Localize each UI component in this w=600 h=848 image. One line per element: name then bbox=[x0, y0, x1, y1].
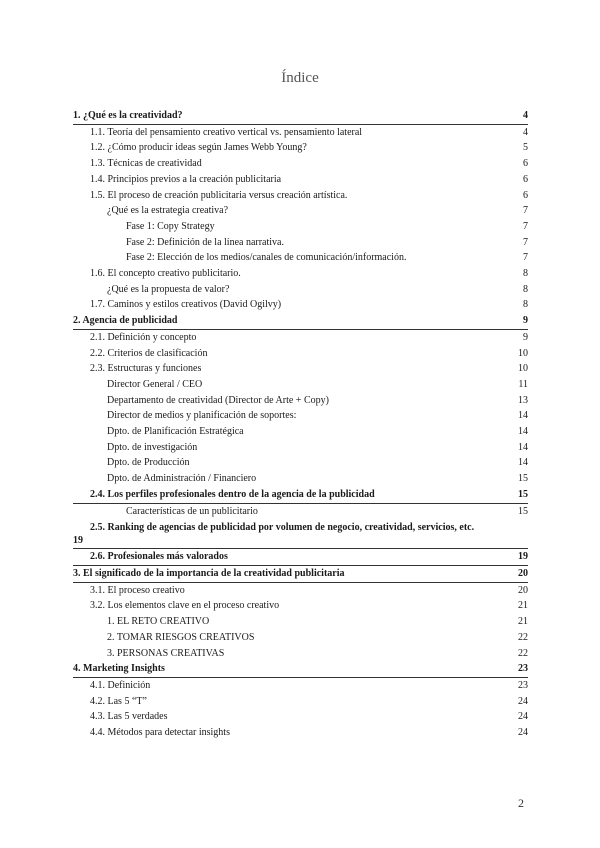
toc-entry-page: 20 bbox=[518, 584, 528, 596]
toc-entry-page: 19 bbox=[518, 551, 528, 563]
toc-entry[interactable] bbox=[73, 614, 528, 630]
toc-entry[interactable] bbox=[73, 598, 528, 614]
toc-entry-page: 15 bbox=[518, 505, 528, 517]
toc-entry-text: Características de un publicitario bbox=[126, 505, 258, 517]
toc-entry-text: 2.6. Profesionales más valorados bbox=[90, 551, 228, 563]
toc-entry[interactable] bbox=[73, 266, 528, 282]
toc-entry-page: 22 bbox=[518, 647, 528, 659]
toc-entry[interactable] bbox=[73, 694, 528, 710]
toc-entry[interactable] bbox=[73, 487, 528, 504]
toc-entry-text: 4.3. Las 5 verdades bbox=[90, 711, 168, 723]
toc-entry-text: 3. PERSONAS CREATIVAS bbox=[107, 647, 225, 659]
toc-entry-page: 6 bbox=[523, 158, 528, 170]
toc-entry-page: 24 bbox=[518, 727, 528, 739]
toc-entry[interactable] bbox=[73, 172, 528, 188]
toc-entry[interactable] bbox=[73, 156, 528, 172]
toc-entry-text: Dpto. de Producción bbox=[107, 457, 190, 469]
toc-entry-text: 1.3. Técnicas de creatividad bbox=[90, 158, 202, 170]
toc-entry[interactable] bbox=[73, 108, 528, 125]
table-of-contents bbox=[73, 108, 528, 741]
toc-entry-text: 4. Marketing Insights bbox=[73, 663, 165, 675]
toc-entry[interactable] bbox=[73, 140, 528, 156]
toc-entry[interactable] bbox=[73, 424, 528, 440]
toc-entry[interactable] bbox=[73, 440, 528, 456]
toc-entry[interactable] bbox=[73, 471, 528, 487]
toc-entry[interactable] bbox=[73, 346, 528, 362]
toc-entry[interactable] bbox=[73, 203, 528, 219]
toc-entry-page: 4 bbox=[523, 126, 528, 138]
toc-entry-page: 21 bbox=[518, 616, 528, 628]
toc-entry-text: 3.1. El proceso creativo bbox=[90, 584, 185, 596]
toc-entry[interactable] bbox=[73, 125, 528, 141]
toc-entry[interactable] bbox=[73, 297, 528, 313]
toc-entry[interactable] bbox=[73, 219, 528, 235]
toc-entry-text: Dpto. de Administración / Financiero bbox=[107, 473, 257, 485]
toc-entry-text: Fase 2: Definición de la línea narrativa. bbox=[126, 236, 284, 248]
toc-entry-page: 20 bbox=[518, 567, 528, 579]
toc-entry[interactable] bbox=[73, 661, 528, 678]
toc-entry[interactable] bbox=[73, 235, 528, 251]
toc-entry[interactable] bbox=[73, 313, 528, 330]
toc-entry-text: 1.2. ¿Cómo producir ideas según James Webb Young? bbox=[90, 142, 307, 154]
toc-entry-text: 4.1. Definición bbox=[90, 679, 151, 691]
toc-entry-text: 1.7. Caminos y estilos creativos (David Ogilvy) bbox=[90, 299, 282, 311]
toc-entry-text: 2.2. Criterios de clasificación bbox=[90, 347, 208, 359]
toc-entry-page: 10 bbox=[518, 363, 528, 375]
toc-entry-page: 4 bbox=[523, 110, 528, 121]
toc-entry[interactable] bbox=[73, 250, 528, 266]
toc-entry-page: 8 bbox=[523, 283, 528, 295]
toc-entry-text: Director de medios y planificación de soportes: bbox=[107, 410, 297, 422]
toc-entry-text: 1. EL RETO CREATIVO bbox=[107, 616, 210, 628]
toc-entry[interactable] bbox=[73, 709, 528, 725]
toc-entry-page: 14 bbox=[518, 457, 528, 469]
toc-entry-text: 2.1. Definición y concepto bbox=[90, 331, 197, 343]
document-title: Índice bbox=[281, 70, 319, 86]
toc-entry-page: 24 bbox=[518, 711, 528, 723]
toc-entry-page: 13 bbox=[518, 394, 528, 406]
toc-entry-page: 7 bbox=[523, 236, 528, 248]
toc-entry[interactable] bbox=[73, 646, 528, 662]
toc-entry[interactable] bbox=[73, 188, 528, 204]
toc-entry[interactable] bbox=[73, 583, 528, 599]
toc-entry-page: 19 bbox=[73, 535, 83, 547]
toc-entry[interactable] bbox=[73, 630, 528, 646]
toc-entry-text: 1. ¿Qué es la creatividad? bbox=[73, 110, 183, 121]
toc-entry-page: 6 bbox=[523, 173, 528, 185]
toc-entry-page: 14 bbox=[518, 426, 528, 438]
toc-entry-page: 5 bbox=[523, 142, 528, 154]
toc-entry-page: 22 bbox=[518, 631, 528, 643]
toc-entry-text: Fase 1: Copy Strategy bbox=[126, 220, 215, 232]
toc-entry[interactable] bbox=[73, 455, 528, 471]
toc-entry-page: 9 bbox=[523, 331, 528, 343]
toc-entry-page: 24 bbox=[518, 695, 528, 707]
toc-entry-text: 2. TOMAR RIESGOS CREATIVOS bbox=[107, 631, 255, 643]
toc-entry-text: ¿Qué es la propuesta de valor? bbox=[107, 283, 230, 295]
toc-entry-page: 8 bbox=[523, 268, 528, 280]
toc-entry-page: 23 bbox=[518, 679, 528, 691]
toc-entry-page: 15 bbox=[518, 473, 528, 485]
toc-entry-text: 2.4. Los perfiles profesionales dentro de la agencia de la publicidad bbox=[90, 488, 375, 500]
toc-entry-page: 23 bbox=[518, 663, 528, 675]
toc-entry-text: Dpto. de Planificación Estratégica bbox=[107, 426, 244, 438]
toc-entry-text: Fase 2: Elección de los medios/canales de comunicación/información. bbox=[126, 252, 407, 264]
toc-entry[interactable] bbox=[73, 408, 528, 424]
toc-entry[interactable] bbox=[73, 361, 528, 377]
toc-entry-page: 14 bbox=[518, 410, 528, 422]
toc-entry-page: 10 bbox=[518, 347, 528, 359]
toc-entry-page: 7 bbox=[523, 252, 528, 264]
toc-entry-text: Dpto. de investigación bbox=[107, 441, 198, 453]
toc-entry-text: 3. El significado de la importancia de la creatividad publicitaria bbox=[73, 567, 345, 579]
toc-entry-text: 4.4. Métodos para detectar insights bbox=[90, 727, 230, 739]
toc-entry-text: 1.5. El proceso de creación publicitaria versus creación artística. bbox=[90, 189, 348, 201]
toc-entry-page: 11 bbox=[518, 378, 528, 390]
toc-entry[interactable] bbox=[73, 330, 528, 346]
toc-entry[interactable] bbox=[73, 393, 528, 409]
toc-entry-text: 2.3. Estructuras y funciones bbox=[90, 363, 202, 375]
toc-entry[interactable] bbox=[73, 549, 528, 566]
toc-entry-text: Departamento de creatividad (Director de Arte + Copy) bbox=[107, 394, 329, 406]
page-number: 2 bbox=[518, 796, 524, 810]
toc-entry-page: 7 bbox=[523, 220, 528, 232]
toc-entry-page: 21 bbox=[518, 600, 528, 612]
toc-entry-text: ¿Qué es la estrategia creativa? bbox=[107, 205, 229, 217]
toc-entry-page: 8 bbox=[523, 299, 528, 311]
toc-entry-text: 2.5. Ranking de agencias de publicidad por volumen de negocio, creatividad, servicios, etc. bbox=[90, 522, 475, 534]
toc-entry-page: 6 bbox=[523, 189, 528, 201]
toc-entry-text: 4.2. Las 5 “T” bbox=[90, 695, 147, 707]
toc-entry-text: 1.6. El concepto creativo publicitario. bbox=[90, 268, 241, 280]
toc-entry-text: 1.4. Principios previos a la creación publicitaria bbox=[90, 173, 282, 185]
toc-entry[interactable] bbox=[73, 566, 528, 583]
toc-entry-page: 14 bbox=[518, 441, 528, 453]
toc-entry[interactable] bbox=[73, 725, 528, 741]
toc-entry-text: Director General / CEO bbox=[107, 378, 203, 390]
toc-entry-text: 1.1. Teoría del pensamiento creativo vertical vs. pensamiento lateral bbox=[90, 126, 363, 138]
toc-entry-page: 9 bbox=[523, 315, 528, 327]
toc-entry[interactable] bbox=[73, 377, 528, 393]
toc-entry-text: 2. Agencia de publicidad bbox=[73, 315, 178, 327]
toc-entry[interactable] bbox=[73, 678, 528, 694]
toc-entry[interactable] bbox=[73, 519, 528, 549]
toc-entry-page: 15 bbox=[518, 488, 528, 500]
toc-entry-text: 3.2. Los elementos clave en el proceso creativo bbox=[90, 600, 280, 612]
toc-entry-page: 7 bbox=[523, 205, 528, 217]
toc-entry[interactable] bbox=[73, 282, 528, 298]
toc-entry[interactable] bbox=[73, 504, 528, 520]
